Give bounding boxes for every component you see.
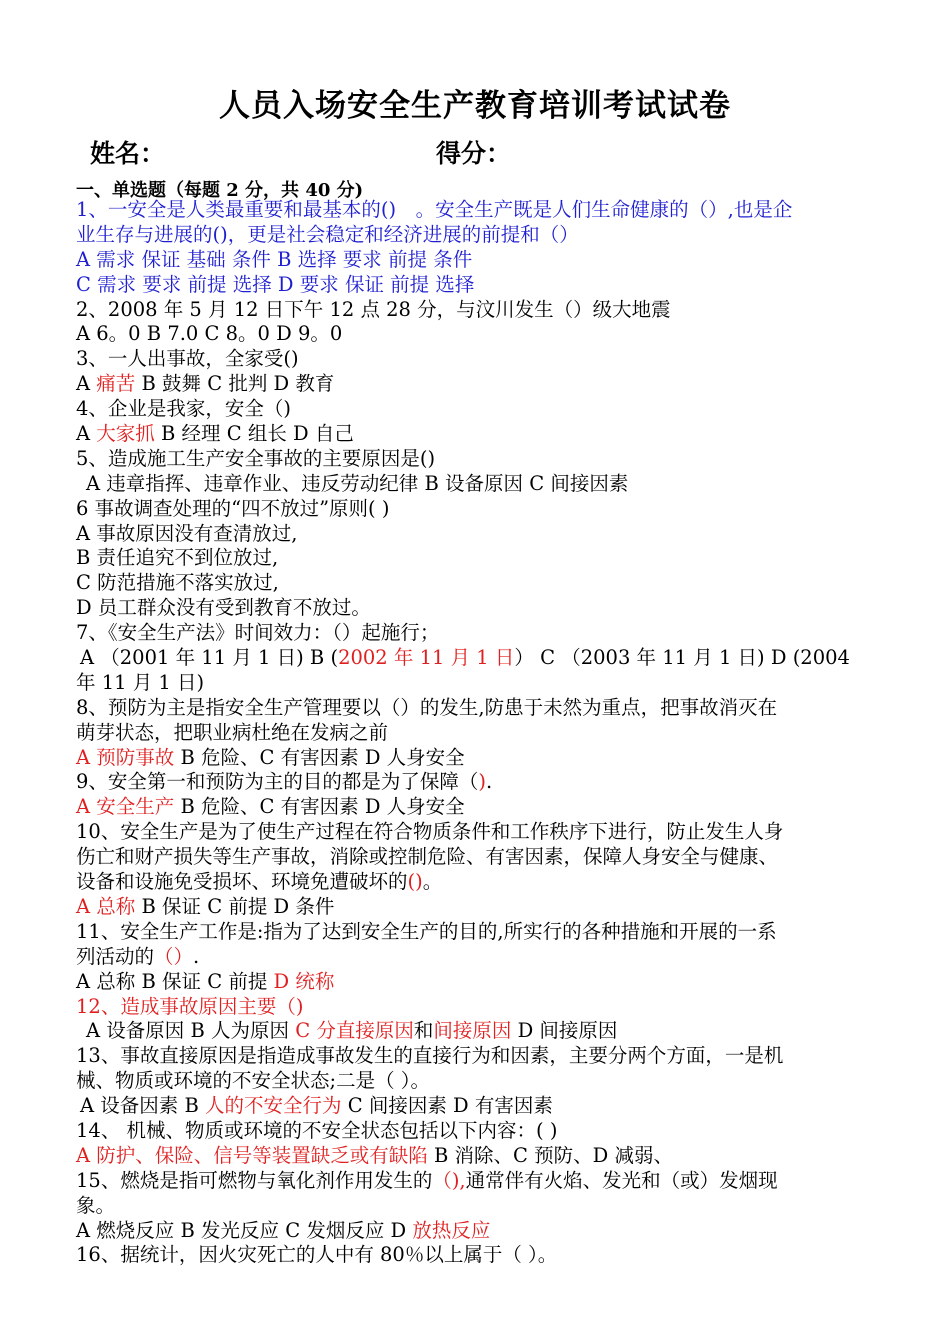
- question-line: [76, 895, 884, 920]
- line-text: B 责任追究不到位放过,: [76, 546, 279, 570]
- question-line: [76, 546, 884, 571]
- line-text: 。: [422, 870, 443, 894]
- line-text: .: [486, 770, 493, 794]
- line-text: D 员工群众没有受到教育不放过。: [76, 596, 371, 620]
- answer-text: ): [478, 770, 487, 794]
- line-text: A 设备原因 B 人为原因: [86, 1019, 296, 1043]
- line-text: 6 事故调查处理的“四不放过”原则( ): [76, 496, 390, 520]
- question-line: [76, 472, 884, 497]
- question-line: [76, 1094, 884, 1119]
- line-text: 16、据统计，因火灾死亡的人中有 80％以上属于（ ）。: [76, 1243, 558, 1267]
- line-text: B 危险、C 有害因素 D 人身安全: [174, 795, 465, 819]
- line-text: A 事故原因没有查清放过,: [76, 521, 298, 545]
- line-text: 4、企业是我家，安全（): [76, 397, 292, 421]
- question-line: [76, 696, 884, 721]
- question-line: [76, 322, 884, 347]
- question-line: [76, 845, 884, 870]
- answer-text: A 安全生产: [76, 795, 175, 819]
- answer-text: （）: [154, 944, 194, 968]
- line-text: 萌芽状态，把职业病杜绝在发病之前: [76, 720, 389, 744]
- question-line: [76, 1069, 884, 1094]
- answer-text: 放热反应: [412, 1218, 491, 1242]
- line-text: C 防范措施不落实放过,: [76, 571, 279, 595]
- line-text: 14、 机械、物质或环境的不安全状态包括以下内容：( ): [76, 1118, 558, 1142]
- answer-text: (): [407, 870, 423, 894]
- line-text: 通常伴有火焰、发光和（或）发烟现: [465, 1168, 778, 1192]
- question-line: [76, 372, 884, 397]
- line-text: 5、造成施工生产安全事故的主要原因是(): [76, 446, 436, 470]
- line-text: B 保证 C 前提 D 条件: [135, 894, 335, 918]
- question-line: [76, 522, 884, 547]
- question-line: [76, 1243, 884, 1268]
- question-line: [76, 995, 884, 1020]
- question-line: [76, 298, 884, 323]
- line-text: 11、安全生产工作是:指为了达到安全生产的目的,所实行的各种措施和开展的一系: [76, 919, 777, 943]
- question-line: [76, 198, 884, 223]
- line-text: A 总称 B 保证 C 前提: [76, 969, 274, 993]
- line-text: 15、燃烧是指可燃物与氧化剂作用发生的: [76, 1168, 433, 1192]
- question-line: [76, 1044, 884, 1069]
- line-text: A: [76, 422, 97, 446]
- answer-text: 痛苦: [96, 372, 136, 396]
- section-title: 一、单选题（每题 2 分，共 40 分): [76, 180, 364, 201]
- answer-text: 人的不安全行为: [205, 1094, 342, 1118]
- question-line: [76, 621, 884, 646]
- question-line: [76, 646, 884, 671]
- line-text: A 6。0 B 7.0 C 8。0 D 9。0: [76, 322, 343, 346]
- question-line: [76, 870, 884, 895]
- line-text: B 鼓舞 C 批判 D 教育: [135, 372, 335, 396]
- answer-text: 2002 年 11 月 1 日: [338, 646, 515, 670]
- question-line: [76, 347, 884, 372]
- line-text: B 危险、C 有害因素 D 人身安全: [174, 745, 465, 769]
- score-label: 得分：: [436, 139, 512, 168]
- line-text: C 间接因素 D 有害因素: [341, 1094, 553, 1118]
- question-line: [76, 721, 884, 746]
- question-line: [76, 596, 884, 621]
- answer-text: 间接原因: [433, 1019, 512, 1043]
- question-line: [76, 571, 884, 596]
- name-label: 姓名：: [90, 139, 166, 168]
- question-line: [76, 1219, 884, 1244]
- line-text: B 经理 C 组长 D 自己: [154, 422, 354, 446]
- line-text: A 燃烧反应 B 发光反应 C 发烟反应 D: [76, 1218, 413, 1242]
- question-line: [76, 1169, 884, 1194]
- question-line: [76, 248, 884, 273]
- answer-text: 大家抓: [96, 422, 155, 446]
- line-text: 9、安全第一和预防为主的目的都是为了保障（: [76, 770, 479, 794]
- line-text: A 违章指挥、违章作业、违反劳动纪律 B 设备原因 C 间接因素: [86, 471, 629, 495]
- question-line: [76, 920, 884, 945]
- question-line: [76, 945, 884, 970]
- answer-text: A 防护、保险、信号等装置缺乏或有缺陷: [76, 1143, 428, 1167]
- line-text: 械、物质或环境的不安全状态;二是（ ）。: [76, 1069, 431, 1093]
- line-text: 1、一安全是人类最重要和最基本的() 。安全生产既是人们生命健康的（）,也是企: [76, 198, 793, 221]
- question-line: [76, 1119, 884, 1144]
- question-line: [76, 223, 884, 248]
- answer-text: A 预防事故: [76, 745, 175, 769]
- question-line: [76, 820, 884, 845]
- line-text: 列活动的: [76, 944, 155, 968]
- line-text: A 需求 保证 基础 条件 B 选择 要求 前提 条件: [76, 247, 473, 271]
- line-text: 业生存与进展的()，更是社会稳定和经济进展的前提和（）: [76, 222, 579, 246]
- line-text: 3、一人出事故，全家受(): [76, 347, 299, 371]
- line-text: ） C （2003 年 11 月 1 日) D (2004: [514, 646, 850, 670]
- line-text: 和: [413, 1019, 434, 1043]
- question-line: [76, 970, 884, 995]
- question-list: [76, 198, 884, 1268]
- question-line: [76, 795, 884, 820]
- line-text: 伤亡和财产损失等生产事故，消除或控制危险、有害因素，保障人身安全与健康、: [76, 845, 779, 869]
- question-line: [76, 1144, 884, 1169]
- answer-text: 12、造成事故原因主要（): [76, 994, 304, 1018]
- answer-text: （),: [432, 1168, 466, 1192]
- question-line: [76, 497, 884, 522]
- question-line: [76, 671, 884, 696]
- line-text: D 间接原因: [511, 1019, 618, 1043]
- line-text: 2、2008 年 5 月 12 日下午 12 点 28 分，与汶川发生（）级大地震: [76, 297, 671, 321]
- answer-text: C 分直接原因: [295, 1019, 414, 1043]
- question-line: [76, 770, 884, 795]
- page-title: 人员入场安全生产教育培训考试试卷: [219, 88, 731, 124]
- line-text: 13、事故直接原因是指造成事故发生的直接行为和因素，主要分两个方面，一是机: [76, 1044, 784, 1068]
- question-line: [76, 1019, 884, 1044]
- line-text: C 需求 要求 前提 选择 D 要求 保证 前提 选择: [76, 272, 475, 296]
- answer-text: A 总称: [76, 894, 136, 918]
- line-text: A （2001 年 11 月 1 日) B (: [80, 646, 339, 670]
- answer-text: D 统称: [273, 969, 335, 993]
- line-text: .: [193, 944, 200, 968]
- line-text: 10、安全生产是为了使生产过程在符合物质条件和工作秩序下进行，防止发生人身: [76, 820, 784, 844]
- line-text: B 消除、C 预防、D 减弱、: [427, 1143, 673, 1167]
- question-line: [76, 746, 884, 771]
- question-line: [76, 447, 884, 472]
- line-text: 年 11 月 1 日): [76, 670, 205, 694]
- question-line: [76, 422, 884, 447]
- line-text: 设备和设施免受损坏、环境免遭破坏的: [76, 870, 408, 894]
- line-text: 7、《安全生产法》时间效力：（）起施行；: [76, 621, 440, 645]
- line-text: A 设备因素 B: [80, 1094, 206, 1118]
- question-line: [76, 1194, 884, 1219]
- line-text: 象。: [76, 1193, 116, 1217]
- question-line: [76, 397, 884, 422]
- line-text: A: [76, 372, 97, 396]
- question-line: [76, 273, 884, 298]
- line-text: 8、预防为主是指安全生产管理要以（）的发生,防患于未然为重点，把事故消灭在: [76, 695, 778, 719]
